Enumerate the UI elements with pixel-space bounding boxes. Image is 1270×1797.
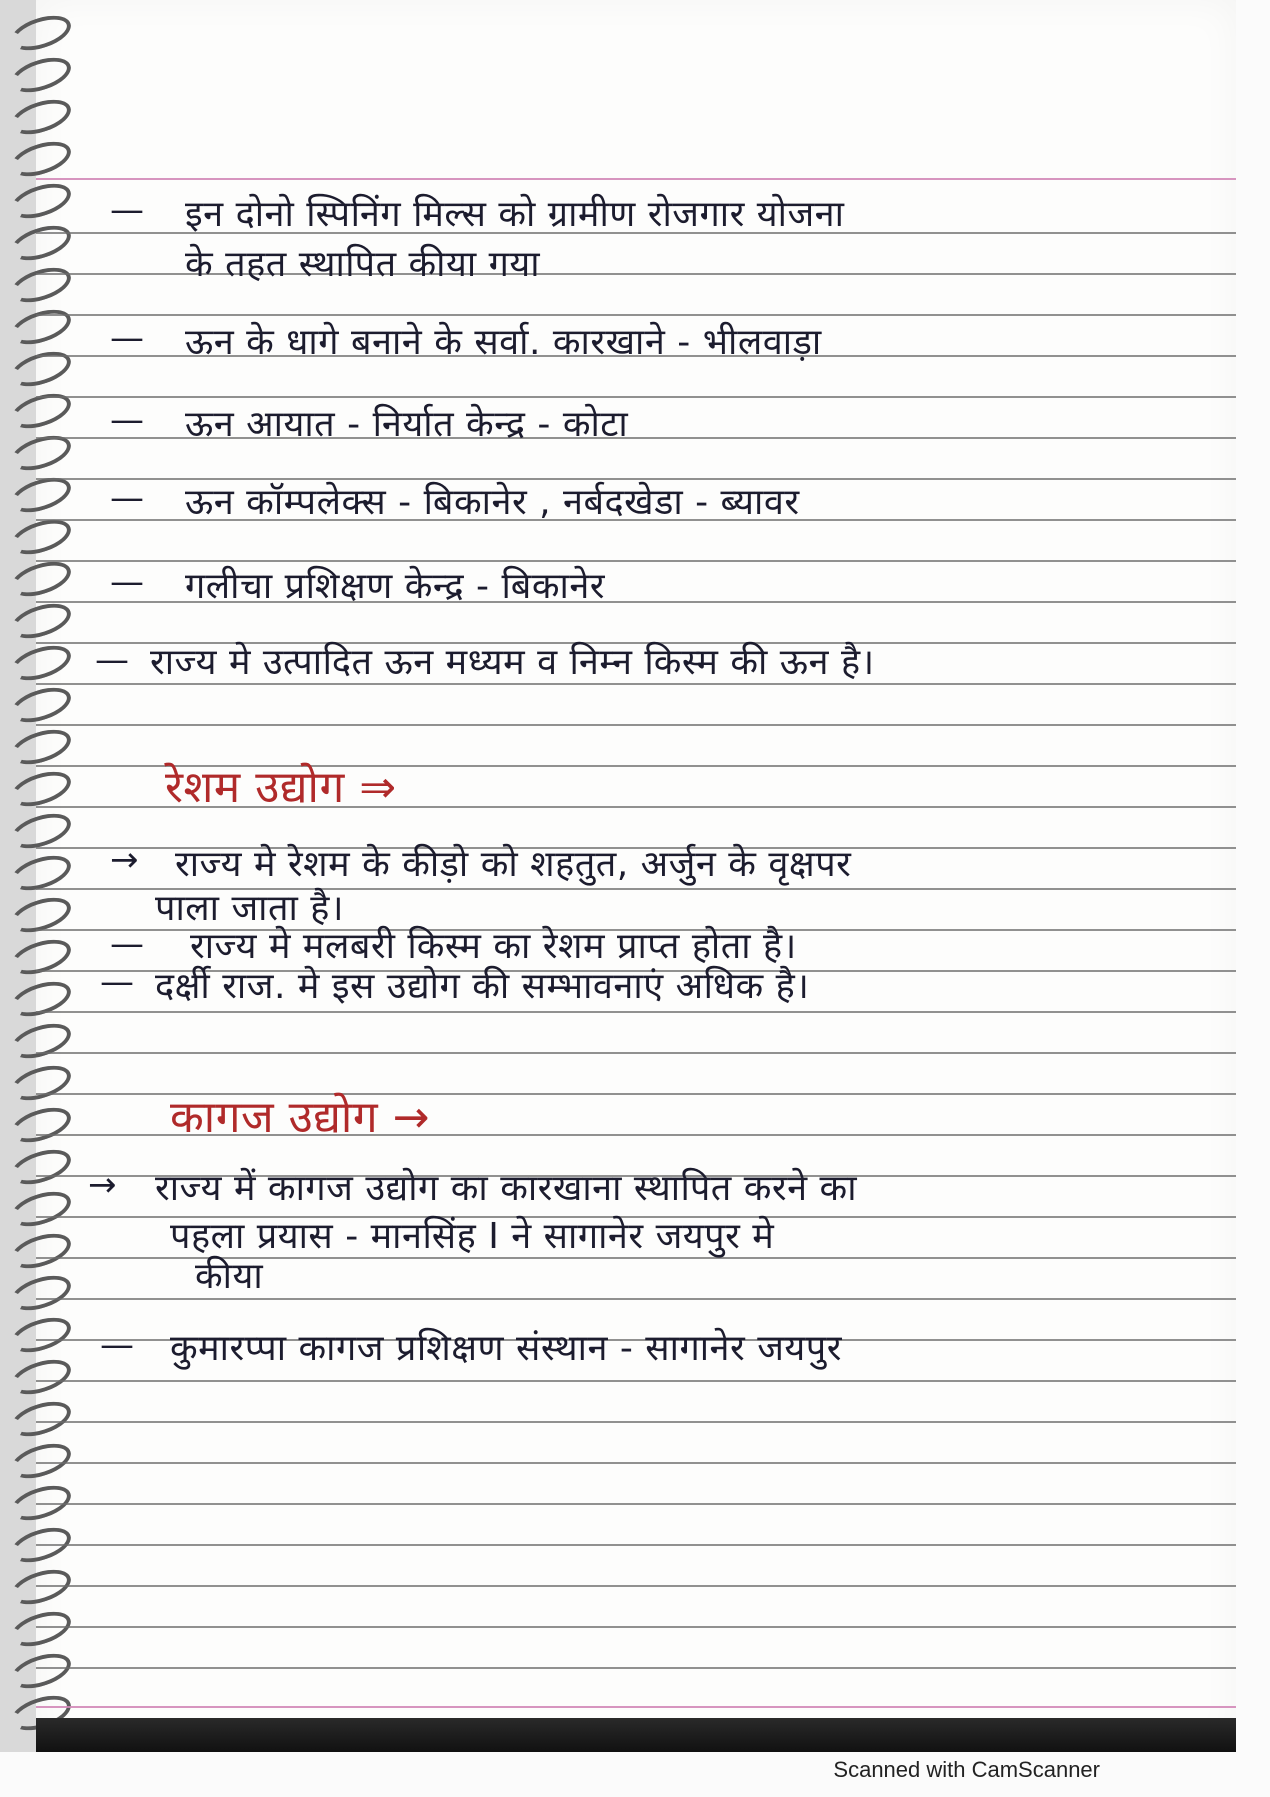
arrow-bullet: →: [110, 840, 139, 880]
ruled-line: [36, 1380, 1236, 1382]
ruled-line: [36, 1626, 1236, 1628]
note-line-9: पाला जाता है।: [155, 888, 345, 929]
note-line-11: दर्क्षी राज. मे इस उद्योग की सम्भावनाएं अधिक है।: [155, 966, 810, 1007]
ruled-line: [36, 724, 1236, 726]
dash-bullet: —: [110, 478, 144, 518]
ruled-line: [36, 1667, 1236, 1669]
ruled-line: [36, 1503, 1236, 1505]
note-line-7: राज्य मे उत्पादित ऊन मध्यम व निम्न किस्म की ऊन है।: [150, 642, 875, 683]
note-line-5: ऊन कॉम्पलेक्स - बिकानेर , नर्बदखेडा - ब्यावर: [185, 482, 800, 523]
heading-paper-industry: कागज उद्योग →: [170, 1092, 430, 1143]
note-line-13: पहला प्रयास - मानसिंह I ने सागानेर जयपुर मे: [170, 1216, 775, 1257]
heading-silk-industry: रेशम उद्योग ⇒: [165, 762, 397, 813]
note-line-4: ऊन आयात - निर्यात केन्द्र - कोटा: [185, 404, 629, 445]
note-line-12: राज्य में कागज उद्योग का कारखाना स्थापित करने का: [155, 1168, 858, 1209]
note-line-15: कुमारप्पा कागज प्रशिक्षण संस्थान - सागानेर जयपुर: [170, 1328, 842, 1369]
ruled-line: [36, 1462, 1236, 1464]
dash-bullet: —: [110, 318, 144, 358]
ruled-line: [36, 1052, 1236, 1054]
dash-bullet: —: [110, 562, 144, 602]
note-line-2: के तहत स्थापित कीया गया: [185, 244, 541, 285]
ruled-line: [36, 1421, 1236, 1423]
note-line-14: कीया: [195, 1256, 264, 1297]
ruled-line: [36, 1585, 1236, 1587]
dash-bullet: —: [110, 924, 144, 964]
scanner-watermark: Scanned with CamScanner: [833, 1757, 1100, 1782]
margin-rule: [36, 1706, 1236, 1708]
dash-bullet: —: [110, 190, 144, 230]
note-line-8: राज्य मे रेशम के कीड़ो को शहतुत, अर्जुन के वृक्षपर: [175, 844, 852, 885]
arrow-bullet: →: [88, 1165, 117, 1205]
dash-bullet: —: [100, 1325, 134, 1365]
note-line-10: राज्य मे मलबरी किस्म का रेशम प्राप्त होता है।: [190, 926, 797, 967]
margin-rule: [36, 178, 1236, 180]
note-line-3: ऊन के धागे बनाने के सर्वा. कारखाने - भीलवाड़ा: [185, 322, 822, 363]
dash-bullet: —: [100, 962, 134, 1002]
dash-bullet: —: [110, 400, 144, 440]
ruled-line: [36, 1544, 1236, 1546]
note-line-1: इन दोनो स्पिनिंग मिल्स को ग्रामीण रोजगार योजना: [185, 194, 845, 235]
page-bottom-edge: [36, 1718, 1236, 1752]
note-line-6: गलीचा प्रशिक्षण केन्द्र - बिकानेर: [185, 566, 606, 607]
dash-bullet: —: [95, 640, 129, 680]
ruled-line: [36, 1011, 1236, 1013]
